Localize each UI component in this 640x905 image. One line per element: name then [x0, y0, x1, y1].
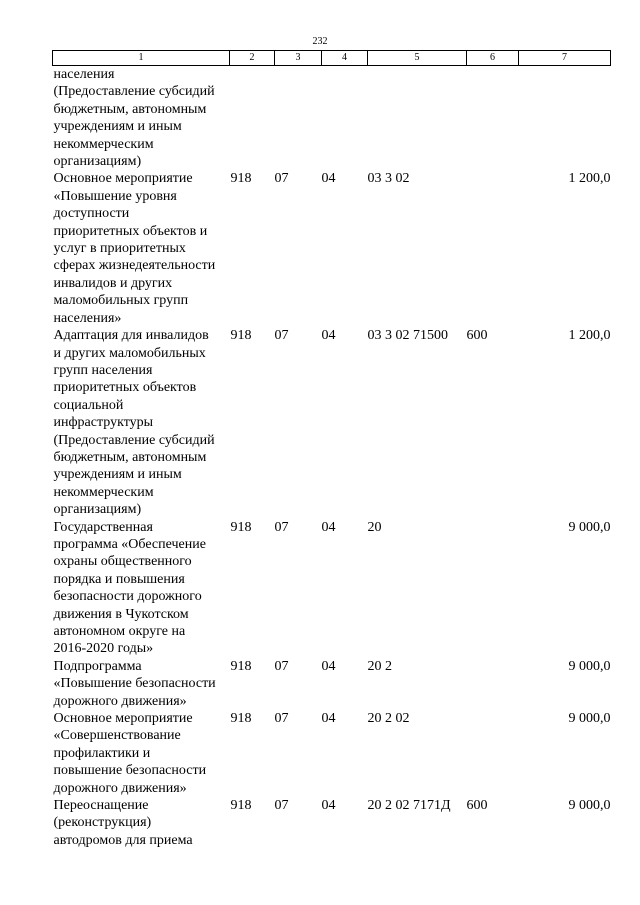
- ministry-code: [230, 66, 275, 171]
- section-code: 07: [274, 519, 289, 535]
- target-article: 20 2 02: [367, 711, 410, 727]
- target-article: 03 3 02 71500: [367, 328, 448, 344]
- section-code: [275, 66, 322, 171]
- page-number: 232: [312, 36, 328, 47]
- table-row: [53, 710, 611, 797]
- row-name: Государственная программа «Обеспечение охраны общественного порядка и повышения безопасности дорожного движения в Чукотском автономном округе на 2016-2020 годы»: [53, 519, 206, 657]
- subsection-code: [322, 66, 368, 171]
- amount: 9 000,0: [568, 658, 611, 674]
- table-row: [53, 519, 611, 658]
- amount: 9 000,0: [568, 711, 611, 727]
- subsection-code: 04: [321, 711, 336, 727]
- section-code: 07: [274, 658, 289, 674]
- target-article: 20: [367, 519, 382, 535]
- row-name: населения (Предоставление субсидий бюджетным, автономным учреждениям и иным некоммерческим организациям): [53, 67, 215, 170]
- subsection-code: 04: [321, 328, 336, 344]
- table-row: [53, 327, 611, 518]
- expense-type: 600: [466, 328, 488, 344]
- amount: 9 000,0: [568, 519, 611, 535]
- column-header-5: 5: [368, 51, 467, 66]
- target-article: 20 2 02 7171Д: [367, 798, 451, 814]
- table-row: [53, 797, 611, 849]
- column-header-6: 6: [467, 51, 519, 66]
- ministry-code: 918: [230, 519, 252, 535]
- column-header-4: 4: [322, 51, 368, 66]
- expense-type: [467, 710, 519, 797]
- column-number-row: [53, 51, 611, 66]
- amount: 9 000,0: [568, 798, 611, 814]
- row-name: Подпрограмма «Повышение безопасности дорожного движения»: [53, 658, 216, 709]
- subsection-code: 04: [321, 519, 336, 535]
- row-name: Адаптация для инвалидов и других маломобильных групп населения приоритетных объектов социальной инфраструктуры (Предоставление субсидий бюджетным, автономным учреждениям и иным некоммерческим организациям): [53, 328, 215, 518]
- ministry-code: 918: [230, 658, 252, 674]
- subsection-code: 04: [321, 171, 336, 187]
- section-code: 07: [274, 171, 289, 187]
- section-code: 07: [274, 711, 289, 727]
- ministry-code: 918: [230, 798, 252, 814]
- expense-type: [467, 519, 519, 658]
- section-code: 07: [274, 798, 289, 814]
- expense-type: 600: [466, 798, 488, 814]
- column-header-3: 3: [275, 51, 322, 66]
- column-header-2: 2: [230, 51, 275, 66]
- amount: 1 200,0: [568, 328, 611, 344]
- table-body: [53, 66, 611, 850]
- target-article: [368, 66, 467, 171]
- column-header-7: 7: [519, 51, 611, 66]
- row-name: Основное мероприятие «Повышение уровня доступности приоритетных объектов и услуг в приоритетных сферах жизнедеятельности инвалидов и других маломобильных групп населения»: [53, 171, 216, 326]
- budget-table: [52, 50, 611, 849]
- column-header-1: 1: [53, 51, 230, 66]
- expense-type: [467, 658, 519, 710]
- target-article: 03 3 02: [367, 171, 410, 187]
- subsection-code: 04: [321, 798, 336, 814]
- ministry-code: 918: [230, 328, 252, 344]
- expense-type: [467, 170, 519, 327]
- amount: [519, 66, 611, 171]
- table-header: [53, 51, 611, 66]
- ministry-code: 918: [230, 711, 252, 727]
- target-article: 20 2: [367, 658, 392, 674]
- subsection-code: 04: [321, 658, 336, 674]
- section-code: 07: [274, 328, 289, 344]
- amount: 1 200,0: [568, 171, 611, 187]
- table-row: [53, 658, 611, 710]
- row-name: Основное мероприятие «Совершенствование профилактики и повышение безопасности дорожного движения»: [53, 711, 207, 796]
- table-row: [53, 66, 611, 171]
- ministry-code: 918: [230, 171, 252, 187]
- table-row: [53, 170, 611, 327]
- expense-type: [467, 66, 519, 171]
- row-name: Переоснащение (реконструкция) автодромов для приема: [53, 798, 193, 848]
